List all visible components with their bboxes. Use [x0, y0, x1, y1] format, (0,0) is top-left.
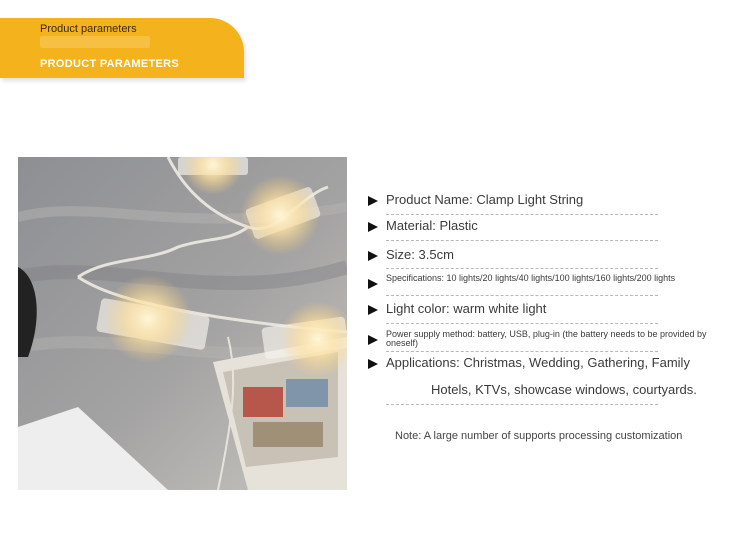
spec-divider	[386, 214, 658, 215]
arrow-bullet-icon	[368, 222, 378, 232]
arrow-bullet-icon	[368, 335, 378, 345]
arrow-bullet-icon	[368, 279, 378, 289]
page-title: Product parameters	[40, 23, 137, 35]
product-photo-illustration	[18, 157, 347, 490]
spec-divider	[386, 323, 658, 324]
spec-divider	[386, 240, 658, 241]
arrow-bullet-icon	[368, 251, 378, 261]
spec-applications: Applications: Christmas, Wedding, Gathering, Family	[386, 355, 690, 370]
spec-size: Size: 3.5cm	[386, 247, 454, 262]
product-photo	[18, 157, 347, 490]
header-ghost-text	[40, 36, 150, 48]
spec-material: Material: Plastic	[386, 218, 478, 233]
spec-divider	[386, 404, 658, 405]
spec-product-name: Product Name: Clamp Light String	[386, 192, 584, 207]
spec-list	[368, 0, 738, 554]
spec-divider	[386, 351, 658, 352]
spec-divider	[386, 295, 658, 296]
arrow-bullet-icon	[368, 359, 378, 369]
spec-specifications: Specifications: 10 lights/20 lights/40 lights/100 lights/160 lights/200 lights	[386, 273, 676, 283]
spec-light-color: Light color: warm white light	[386, 301, 547, 316]
spec-power-supply: Power supply method: battery, USB, plug-in (the battery needs to be provided by oneself)	[386, 329, 707, 348]
arrow-bullet-icon	[368, 196, 378, 206]
spec-applications-continuation: Hotels, KTVs, showcase windows, courtyards.	[431, 382, 697, 397]
page-subtitle: PRODUCT PARAMETERS	[40, 58, 180, 70]
spec-divider	[386, 268, 658, 269]
customization-note: Note: A large number of supports processing customization	[395, 430, 683, 442]
arrow-bullet-icon	[368, 305, 378, 315]
